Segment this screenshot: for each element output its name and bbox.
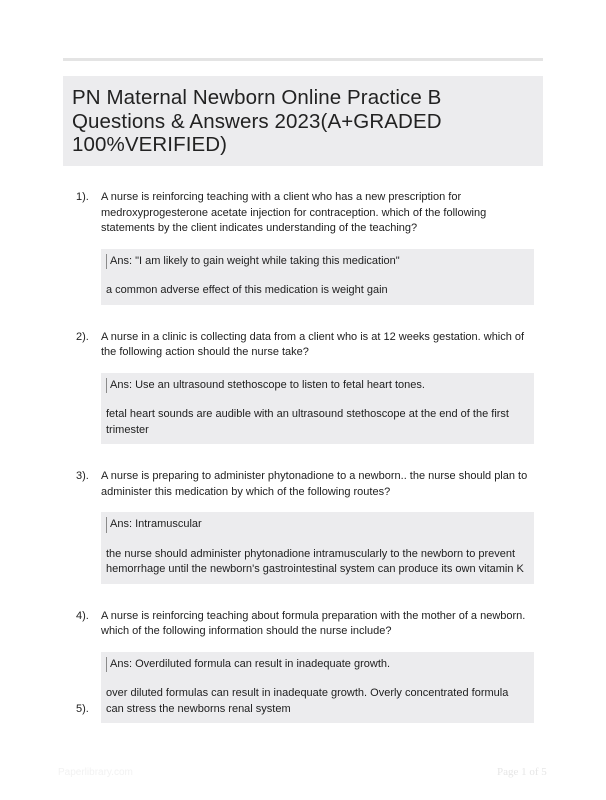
question-item — [63, 609, 543, 724]
question-item — [63, 190, 543, 305]
answer-text: Ans: Intramuscular — [106, 517, 528, 533]
answer-rationale: a common adverse effect of this medication is weight gain — [106, 284, 388, 296]
answer-text: Ans: Overdiluted formula can result in inadequate growth. — [106, 657, 528, 673]
question-item — [63, 330, 543, 445]
answer-box — [101, 512, 534, 584]
answer-rationale: the nurse should administer phytonadione intramuscularly to the newborn to prevent hemorrhage until the newborn's gastrointestinal system can produce its own vitamin K — [106, 547, 524, 575]
question-number: 4). — [76, 609, 89, 622]
question-number: 1). — [76, 191, 89, 203]
answer-text: Ans: "I am likely to gain weight while taking this medication" — [106, 254, 528, 270]
page-indicator: Page 1 of 5 — [497, 766, 547, 778]
answer-box — [101, 652, 534, 724]
top-divider — [63, 58, 543, 61]
question-text: A nurse is preparing to administer phytonadione to a newborn.. the nurse should plan to administer this medication by which of the following routes? — [101, 470, 528, 498]
answer-rationale: over diluted formulas can result in inadequate growth. Overly concentrated formula can stress the newborns renal system — [106, 687, 509, 715]
question-text: A nurse is reinforcing teaching about formula preparation with the mother of a newborn. which of the following information should the nurse include? — [101, 609, 526, 637]
question-text: A nurse in a clinic is collecting data from a client who is at 12 weeks gestation. which of the following action should the nurse take? — [101, 330, 525, 358]
question-list — [63, 190, 543, 748]
answer-text: Ans: Use an ultrasound stethoscope to listen to fetal heart tones. — [106, 378, 528, 394]
question-item — [63, 469, 543, 584]
answer-box — [101, 373, 534, 445]
question-number: 3). — [76, 470, 89, 482]
question-number: 5). — [76, 703, 89, 715]
watermark-text: Paperlibrary.com — [58, 767, 133, 778]
question-number: 2). — [76, 330, 89, 343]
answer-box — [101, 249, 534, 305]
page-title: PN Maternal Newborn Online Practice B Questions & Answers 2023(A+GRADED 100%VERIFIED) — [72, 86, 442, 156]
answer-rationale: fetal heart sounds are audible with an ultrasound stethoscope at the end of the first trimester — [106, 408, 509, 436]
title-box — [63, 76, 543, 166]
question-text: A nurse is reinforcing teaching with a client who has a new prescription for medroxyprogesterone acetate injection for contraception. which of the following statements by the client indicates understanding of the teaching? — [101, 191, 487, 234]
